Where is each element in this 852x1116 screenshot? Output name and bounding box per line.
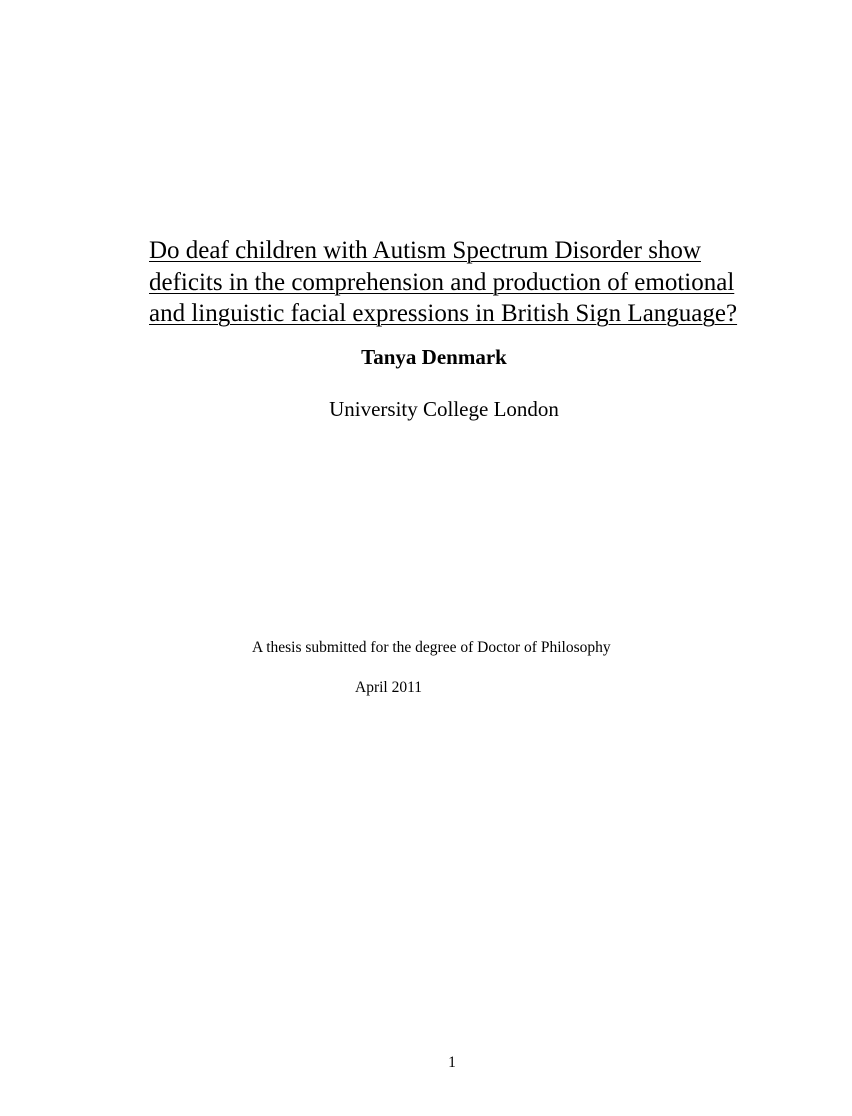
- page-number: 1: [448, 1054, 456, 1071]
- thesis-title-line-2: deficits in the comprehension and production of emotional: [149, 268, 735, 296]
- submission-date: April 2011: [355, 679, 423, 696]
- institution-name: University College London: [329, 397, 559, 421]
- thesis-title-line-3: and linguistic facial expressions in British Sign Language?: [149, 300, 738, 327]
- degree-statement: A thesis submitted for the degree of Doctor of Philosophy: [252, 639, 611, 656]
- thesis-title: [149, 235, 769, 330]
- author-name: Tanya Denmark: [361, 345, 507, 369]
- thesis-title-line-1: Do deaf children with Autism Spectrum Disorder show: [149, 237, 701, 264]
